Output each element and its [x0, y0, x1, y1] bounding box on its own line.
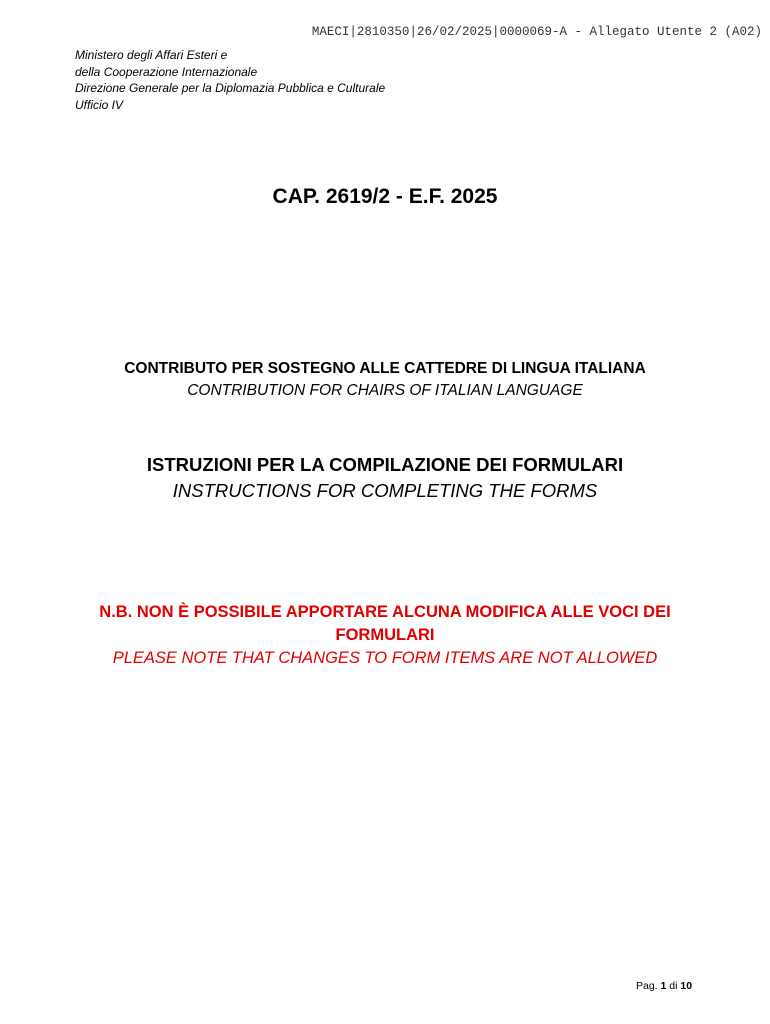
instructions-heading-italian: ISTRUZIONI PER LA COMPILAZIONE DEI FORMULARI [146, 454, 624, 475]
page-prefix: Pag. [636, 980, 658, 992]
contribution-heading-italian: CONTRIBUTO PER SOSTEGNO ALLE CATTEDRE DI LINGUA ITALIANA [124, 360, 646, 377]
instructions-heading-english: INSTRUCTIONS FOR COMPLETING THE FORMS [172, 480, 598, 501]
page-number [636, 980, 692, 992]
contribution-heading-english: CONTRIBUTION FOR CHAIRS OF ITALIAN LANGUAGE [187, 382, 583, 399]
header-line: Ufficio IV [75, 97, 124, 112]
page-of: di [669, 980, 678, 992]
notice-english: PLEASE NOTE THAT CHANGES TO FORM ITEMS ARE NOT ALLOWED [112, 649, 658, 667]
page-current: 1 [660, 980, 667, 992]
protocol-stamp: MAECI|2810350|26/02/2025|0000069-A - Allegato Utente 2 (A02) [311, 25, 762, 39]
contribution-heading [0, 358, 770, 402]
notice-block [0, 601, 770, 670]
header-line: Ministero degli Affari Esteri e [75, 48, 228, 62]
notice-italian: N.B. NON È POSSIBILE APPORTARE ALCUNA MODIFICA ALLE VOCI DEI FORMULARI [99, 603, 671, 644]
header-line: Direzione Generale per la Diplomazia Pubblica e Culturale [75, 81, 386, 95]
page-total: 10 [680, 980, 693, 992]
document-title: CAP. 2619/2 - E.F. 2025 [272, 185, 498, 208]
instructions-heading [0, 452, 770, 504]
ministry-header [75, 47, 385, 113]
header-line: della Cooperazione Internazionale [75, 64, 258, 79]
